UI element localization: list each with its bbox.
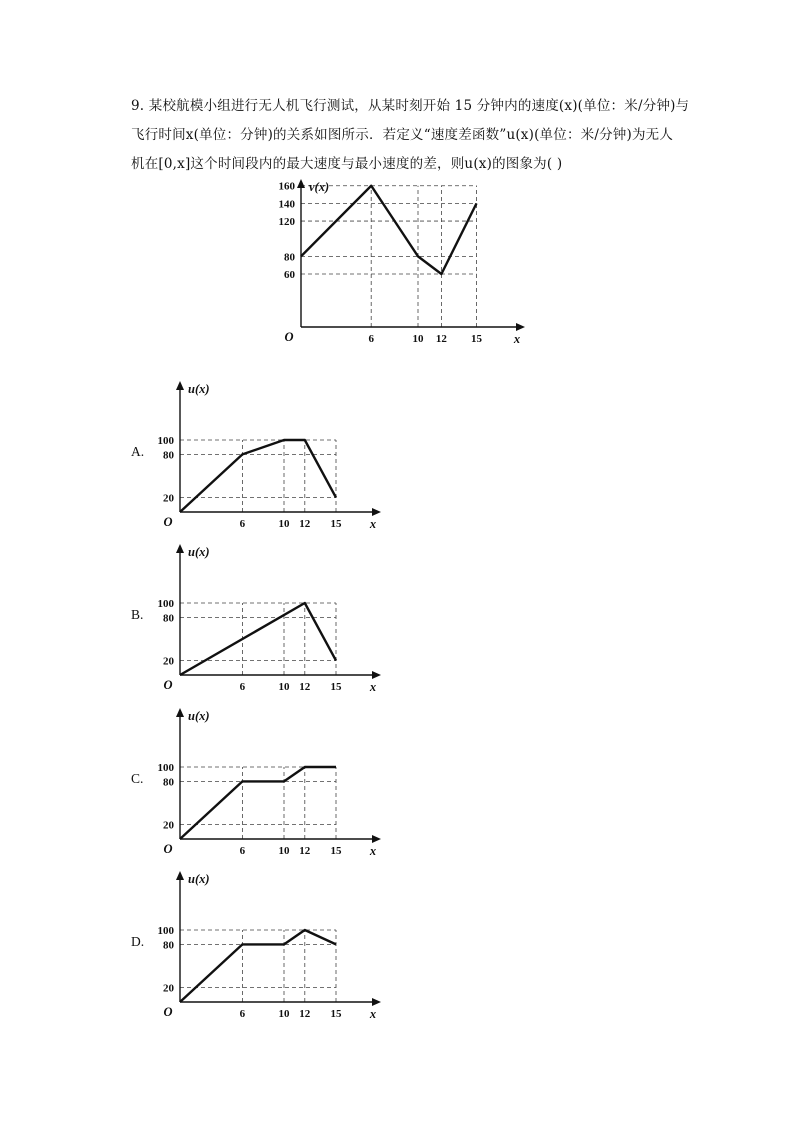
origin-label: O	[163, 515, 173, 529]
velocity-chart	[270, 172, 540, 357]
x-axis-label: x	[369, 844, 377, 858]
y-tick-20: 20	[163, 655, 174, 668]
y-tick-20: 20	[163, 492, 174, 505]
option-d-label[interactable]: D.	[131, 934, 145, 949]
x-tick-12: 12	[299, 1008, 311, 1020]
x-axis-arrow	[372, 671, 381, 679]
y-axis-arrow	[176, 708, 184, 717]
x-axis-label: x	[369, 1007, 377, 1021]
y-tick-80: 80	[163, 776, 174, 789]
option-d-chart[interactable]	[155, 860, 395, 1022]
y-tick-120: 120	[278, 216, 295, 229]
x-tick-6: 6	[239, 1008, 246, 1020]
option-a-chart[interactable]	[155, 370, 395, 532]
x-axis-label: x	[513, 332, 521, 346]
function-curve	[180, 930, 336, 1002]
y-axis-arrow	[176, 544, 184, 553]
y-tick-140: 140	[278, 198, 295, 211]
y-tick-80: 80	[163, 612, 174, 625]
x-axis-arrow	[516, 323, 525, 331]
x-tick-15: 15	[471, 333, 482, 345]
x-tick-10: 10	[278, 1008, 290, 1020]
y-tick-80: 80	[163, 449, 174, 462]
y-tick-80: 80	[284, 251, 295, 264]
x-axis-label: x	[369, 680, 377, 694]
x-tick-15: 15	[330, 1008, 342, 1020]
x-tick-10: 10	[278, 518, 290, 530]
y-tick-100: 100	[157, 762, 174, 774]
function-curve	[180, 767, 336, 839]
x-tick-10: 10	[412, 333, 424, 345]
y-tick-20: 20	[163, 982, 174, 995]
x-axis-label: x	[369, 517, 377, 531]
y-axis-arrow	[176, 381, 184, 390]
function-curve	[301, 186, 477, 274]
x-axis-arrow	[372, 998, 381, 1006]
origin-label: O	[284, 330, 294, 344]
y-tick-60: 60	[284, 269, 295, 282]
option-a-label[interactable]: A.	[131, 444, 145, 459]
option-c-label[interactable]: C.	[131, 771, 144, 786]
x-tick-10: 10	[278, 681, 290, 693]
x-tick-12: 12	[435, 333, 447, 345]
question-line-1: 9. 某校航模小组进行无人机飞行测试，从某时刻开始 15 分钟内的速度(x)(单位：米/分钟)与	[131, 98, 690, 114]
y-axis-arrow	[176, 871, 184, 880]
y-tick-100: 100	[157, 925, 174, 937]
x-axis-arrow	[372, 508, 381, 516]
function-curve	[180, 603, 336, 675]
y-axis-label: u(x)	[188, 545, 210, 559]
y-axis-label: u(x)	[188, 872, 210, 886]
x-tick-10: 10	[278, 845, 290, 857]
x-tick-6: 6	[368, 333, 374, 345]
y-axis-label: v(x)	[309, 180, 330, 194]
y-tick-80: 80	[163, 939, 174, 952]
x-tick-12: 12	[299, 518, 311, 530]
y-axis-label: u(x)	[188, 382, 210, 396]
question-line-2: 飞行时间x(单位：分钟)的关系如图所示．若定义“速度差函数”u(x)(单位：米/分钟)为无人	[131, 127, 674, 143]
x-tick-15: 15	[330, 681, 342, 693]
y-tick-100: 100	[157, 435, 174, 447]
origin-label: O	[163, 678, 173, 692]
origin-label: O	[163, 1005, 173, 1019]
function-curve	[180, 440, 336, 512]
x-tick-12: 12	[299, 845, 311, 857]
x-tick-12: 12	[299, 681, 311, 693]
y-tick-160: 160	[278, 180, 295, 193]
x-tick-15: 15	[330, 518, 342, 530]
x-tick-6: 6	[239, 681, 246, 693]
option-b-chart[interactable]	[155, 533, 395, 695]
y-axis-label: u(x)	[188, 709, 210, 723]
question-line-3: 机在[0,x]这个时间段内的最大速度与最小速度的差，则u(x)的图象为( )	[131, 156, 563, 172]
y-tick-20: 20	[163, 819, 174, 832]
x-tick-15: 15	[330, 845, 342, 857]
y-axis-arrow	[297, 179, 305, 188]
x-tick-6: 6	[239, 518, 246, 530]
option-b-label[interactable]: B.	[131, 607, 144, 622]
origin-label: O	[163, 842, 173, 856]
option-c-chart[interactable]	[155, 697, 395, 859]
y-tick-100: 100	[157, 598, 174, 610]
x-tick-6: 6	[239, 845, 246, 857]
question-text	[131, 92, 711, 179]
x-axis-arrow	[372, 835, 381, 843]
